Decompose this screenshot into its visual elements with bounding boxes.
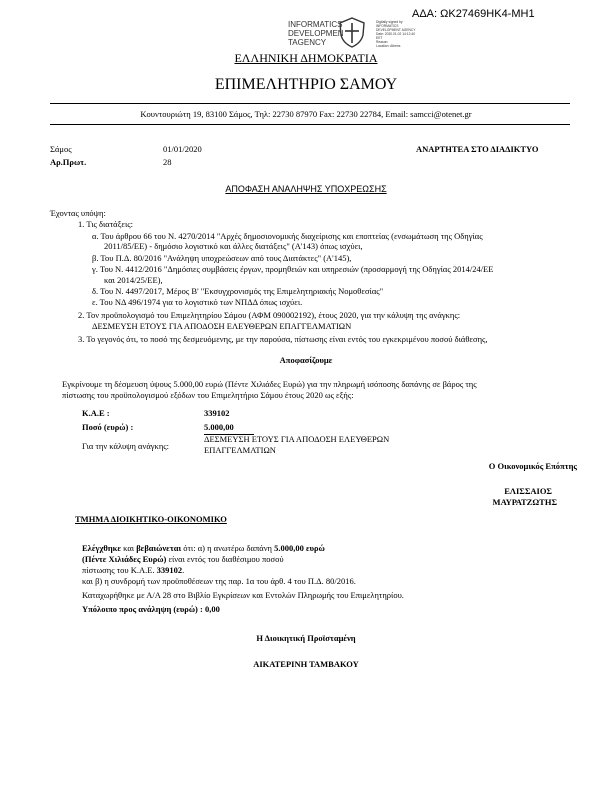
approve-line-2: πίστωσης του προϋπολογισμού εξόδων του Επιμελητήριο Σάμου έτους 2020 ως εξής: [62, 390, 354, 400]
logo-line-2: DEVELOPMEN [288, 29, 344, 38]
kae-value: 339102 [204, 408, 230, 418]
considering-label: Έχοντας υπόψη: [50, 208, 106, 218]
certified-text: βεβαιώνεται [136, 543, 182, 553]
signer2-name: ΑΙΚΑΤΕΡΙΝΗ ΤΑΜΒΑΚΟΥ [253, 659, 359, 669]
document-date: 01/01/2020 [163, 144, 202, 154]
need-value-line-1: ΔΕΣΜΕΥΣΗ ΕΤΟΥΣ ΓΙΑ ΑΠΟΔΟΣΗ ΕΛΕΥΘΕΡΩΝ [204, 434, 390, 444]
decide-heading: Αποφασίζουμε [279, 355, 333, 365]
signer1-role: Ο Οικονομικός Επόπτης [488, 461, 577, 471]
certification-line-4: και β) η συνδρομή των προϋποθέσεων της παρ. 1α του άρθ. 4 του Π.Δ. 80/2016. [82, 576, 356, 586]
signer1-first-name: ΕΛΙΣΣΑΙΟΣ [504, 486, 552, 496]
place-label: Σάμος [50, 144, 72, 154]
logo-line-1: INFORMATICS [288, 20, 343, 29]
item-1d: δ. Του Ν. 4497/2017, Μέρος Β' "Εκσυγχρονισμός της Επιμελητηριακής Νομοθεσίας" [92, 286, 384, 296]
digital-signature-logo [276, 18, 416, 50]
item-1a-line1: α. Του άρθρου 66 του Ν. 4270/2014 "Αρχές δημοσιονομικής διαχείρισης και εποπτείας (ενσωμάτωση της Οδηγίας [92, 231, 483, 241]
checked-text: Ελέγχθηκε [82, 543, 121, 553]
sig-detail-1: Digitally signed by [376, 20, 403, 24]
item-1b: β. Του Π.Δ. 80/2016 "Ανάληψη υποχρεώσεων από τους Διατάκτες" (Α'145), [92, 253, 352, 263]
sig-detail-7: Location: Athens [376, 44, 401, 48]
greek-emblem-icon [335, 15, 369, 49]
approve-line-1: Εγκρίνουμε τη δέσμευση ύψους 5.000,00 ευρώ (Πέντε Χιλιάδες Ευρώ) για την πληρωμή ισόποσης δαπάνης σε βάρος της [62, 379, 477, 389]
amount-in-words: (Πέντε Χιλιάδες Ευρώ) [82, 554, 167, 564]
sig-detail-6: Reason: [376, 40, 389, 44]
certification-line-3 [82, 566, 184, 576]
certification-line-2 [82, 555, 284, 565]
certification-line-1 [82, 544, 325, 554]
need-label: Για την κάλυψη ανάγκης: [82, 441, 170, 451]
cert-l2-rest: είναι εντός του διαθέσιμου ποσού [166, 554, 284, 564]
kae-label: Κ.Α.Ε : [82, 408, 110, 418]
amount-value: 5.000,00 [204, 422, 234, 432]
item-2: 2. Τον προϋπολογισμό του Επιμελητηρίου Σάμου (ΑΦΜ 090002192), έτους 2020, για την κάλυψη της ανάγκης: [78, 310, 461, 320]
signer2-role: Η Διοικητική Προϊσταμένη [256, 633, 356, 643]
need-value-line-2: ΕΠΑΓΓΕΛΜΑΤΙΩΝ [204, 445, 276, 455]
cert-l1-rest: ότι: α) η ανωτέρω δαπάνη [181, 543, 275, 553]
item-1e: ε. Του ΝΔ 496/1974 για το λογιστικό των ΝΠΔΔ όπως ισχύει. [92, 297, 303, 307]
organization-title: ΕΠΙΜΕΛΗΤΗΡΙΟ ΣΑΜΟΥ [214, 76, 398, 93]
cert-l3-prefix: πίστωσης του Κ.Α.Ε. [82, 565, 157, 575]
registration-line: Καταχωρήθηκε με Α/Α 28 στο Βιβλίο Εγκρίσεων και Εντολών Πληρωμής του Επιμελητηρίου. [82, 590, 404, 600]
cert-l3-suffix: . [182, 565, 185, 575]
sig-detail-2: INFORMATICS [376, 24, 399, 28]
remaining-value: 0,00 [202, 604, 220, 614]
sig-detail-3: DEVELOPMENT AGENCY [376, 28, 416, 32]
and-text: και [121, 543, 137, 553]
remaining-line [82, 605, 220, 615]
ada-code: ΑΔΑ: ΩΚ27469ΗΚ4-ΜΗ1 [412, 8, 535, 20]
department-heading: ΤΜΗΜΑ ΔΙΟΙΚΗΤΙΚΟ-ΟΙΚΟΝΟΜΙΚΟ [75, 514, 227, 524]
amount-label: Ποσό (ευρώ) : [82, 422, 134, 432]
header-divider-top [50, 103, 570, 104]
cert-kae: 339102 [156, 565, 183, 575]
posting-note: ΑΝΑΡΤΗΤΕΑ ΣΤΟ ΔΙΑΔΙΚΤΥΟ [416, 144, 539, 154]
state-heading: ΕΛΛΗΝΙΚΗ ΔΗΜΟΚΡΑΤΙΑ [234, 51, 378, 65]
sig-detail-5: EET [376, 36, 383, 40]
header-divider-bottom [50, 124, 570, 125]
item-1c-line1: γ. Του Ν. 4412/2016 "Δημόσιες συμβάσεις έργων, προμηθειών και υπηρεσιών (προσαρμογή της Οδηγίας 2014/24/ΕΕ [92, 264, 494, 274]
protocol-label: Αρ.Πρωτ. [50, 157, 87, 167]
logo-line-3: TAGENCY [288, 38, 327, 47]
item-3: 3. Το γεγονός ότι, το ποσό της δεσμευόμενης, με την παρούσα, πίστωσης είναι εντός του εγκεκριμένου ποσού διάθεσης, [78, 334, 488, 344]
cert-amount: 5.000,00 ευρώ [274, 543, 325, 553]
signer1-last-name: ΜΑΥΡΑΤΖΩΤΗΣ [492, 497, 557, 507]
item-1: 1. Τις διατάξεις: [78, 219, 134, 229]
decision-title: ΑΠΟΦΑΣΗ ΑΝΑΛΗΨΗΣ ΥΠΟΧΡΕΩΣΗΣ [225, 184, 387, 194]
contact-line: Κουντουριώτη 19, 83100 Σάμος, Τηλ: 22730 87970 Fax: 22730 22784, Email: samcci@otenet.gr [140, 109, 472, 119]
item-1c-line2: και 2014/25/ΕΕ), [104, 275, 163, 285]
sig-detail-4: Date: 2020.01.02 14:12:40 [376, 32, 416, 36]
item-2-need: ΔΕΣΜΕΥΣΗ ΕΤΟΥΣ ΓΙΑ ΑΠΟΔΟΣΗ ΕΛΕΥΘΕΡΩΝ ΕΠΑΓΓΕΛΜΑΤΙΩΝ [92, 321, 352, 331]
protocol-number: 28 [163, 157, 172, 167]
remaining-label: Υπόλοιπο προς ανάληψη (ευρώ) : [82, 604, 203, 614]
item-1a-line2: 2011/85/ΕΕ) - δημόσιο λογιστικό και άλλες διατάξεις" (Α'143) όπως ισχύει, [104, 241, 363, 251]
